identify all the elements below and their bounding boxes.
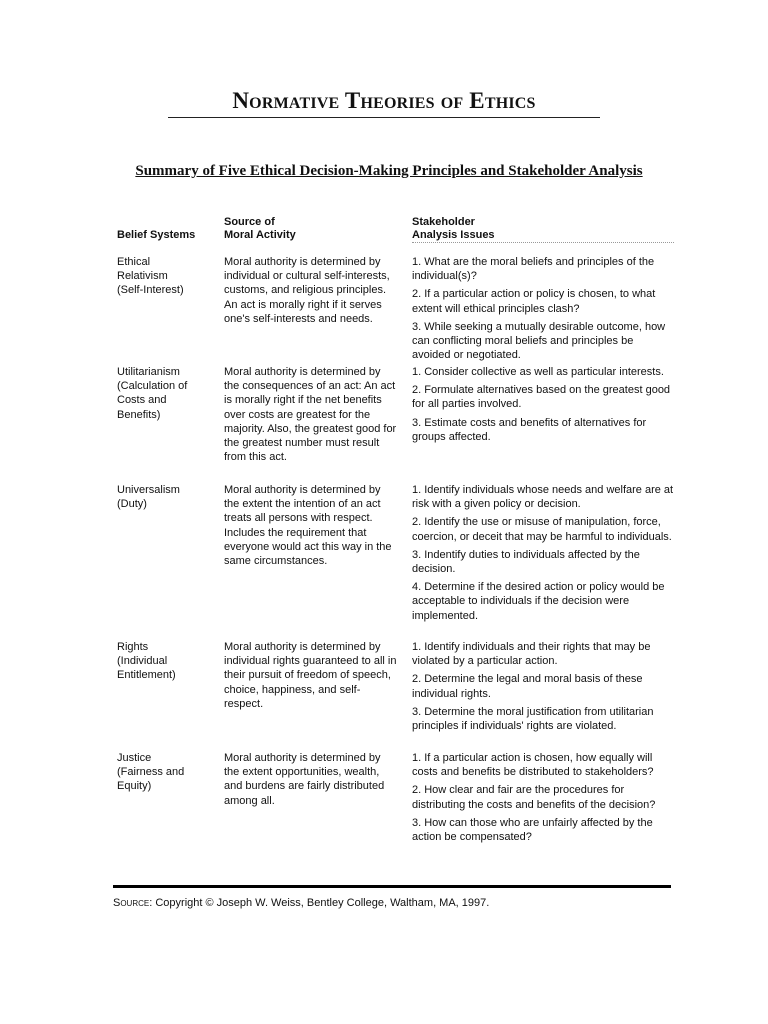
issue-item: 1. What are the moral beliefs and principles of the individual(s)? bbox=[412, 256, 655, 283]
source-utilitarianism: Moral authority is determined by the consequences of an act: An act is morally right if the net benefits over costs are greatest for the majority. Also, the greatest good for the greatest number must result from this act. bbox=[224, 366, 397, 464]
source-justice: Moral authority is determined by the extent opportunities, wealth, and burdens are fairly distributed among all. bbox=[224, 752, 385, 807]
header-belief-systems: Belief Systems bbox=[117, 229, 196, 241]
issue-item: 3. How can those who are unfairly affected by the action be compensated? bbox=[412, 816, 653, 844]
issue-item: 3. While seeking a mutually desirable outcome, how can conflicting moral beliefs and principles be avoided or negotiated. bbox=[412, 320, 666, 362]
source-label: Source bbox=[113, 897, 150, 909]
header-stakeholder bbox=[412, 216, 495, 242]
issues-universalism bbox=[412, 483, 674, 627]
issue-item: 1. Consider collective as well as particular interests. bbox=[412, 366, 664, 378]
issue-item: 1. If a particular action is chosen, how equally will costs and benefits be distributed to stakeholders? bbox=[412, 752, 654, 779]
header-divider bbox=[412, 242, 674, 244]
issue-item: 2. Formulate alternatives based on the greatest good for all parties involved. bbox=[412, 384, 671, 411]
title-underline bbox=[168, 117, 600, 118]
issue-item: 2. Identify the use or misuse of manipulation, force, coercion, or deceit that may be harmful to individuals. bbox=[412, 516, 672, 543]
belief-rights: Rights (Individual Entitlement) bbox=[117, 641, 176, 682]
header-stakeholder-line2: Analysis Issues bbox=[412, 229, 495, 241]
issues-ethical-relativism bbox=[412, 255, 674, 366]
header-source-line1: Source of bbox=[224, 216, 275, 228]
issue-item: 2. If a particular action or policy is chosen, to what extent will ethical principles clash? bbox=[412, 288, 656, 315]
issue-item: 2. How clear and fair are the procedures for distributing the costs and benefits of the decision? bbox=[412, 784, 656, 811]
issues-utilitarianism bbox=[412, 365, 674, 448]
issue-item: 3. Determine the moral justification from utilitarian principles if individuals' rights are violated. bbox=[412, 705, 654, 733]
source-rights: Moral authority is determined by individual rights guaranteed to all in their pursuit of freedom of speech, choice, happiness, and self-respect. bbox=[224, 641, 397, 710]
belief-ethical-relativism: Ethical Relativism (Self-Interest) bbox=[117, 256, 184, 297]
header-source bbox=[224, 216, 296, 242]
table-caption: Summary of Five Ethical Decision-Making Principles and Stakeholder Analysis bbox=[135, 163, 643, 179]
source-universalism: Moral authority is determined by the extent the intention of an act treats all persons with respect. Includes the requirement that everyone would act this way in the same circumstances. bbox=[224, 484, 392, 568]
table-bottom-rule bbox=[113, 885, 671, 888]
issue-item: 2. Determine the legal and moral basis of these individual rights. bbox=[412, 673, 643, 700]
issue-item: 3. Indentify duties to individuals affected by the decision. bbox=[412, 548, 640, 576]
header-stakeholder-line1: Stakeholder bbox=[412, 216, 475, 228]
document-title: Normative Theories of Ethics bbox=[232, 88, 536, 113]
issues-rights bbox=[412, 640, 674, 737]
source-ethical-relativism: Moral authority is determined by individual or cultural self-interests, customs, and religious principles. An act is morally right if it serves one's self-interests and needs. bbox=[224, 256, 390, 325]
belief-justice: Justice (Fairness and Equity) bbox=[117, 752, 185, 793]
header-source-line2: Moral Activity bbox=[224, 229, 296, 241]
source-text: : Copyright © Joseph W. Weiss, Bentley College, Waltham, MA, 1997. bbox=[149, 897, 490, 909]
issue-item: 3. Estimate costs and benefits of alternatives for groups affected. bbox=[412, 416, 647, 443]
issue-item: 1. Identify individuals and their rights that may be violated by a particular action. bbox=[412, 641, 651, 668]
issue-item: 1. Identify individuals whose needs and welfare are at risk with a given policy or decision. bbox=[412, 484, 674, 511]
belief-universalism: Universalism (Duty) bbox=[117, 484, 180, 511]
issues-justice bbox=[412, 751, 674, 848]
source-note bbox=[113, 897, 489, 909]
belief-utilitarianism: Utilitarianism (Calculation of Costs and Benefits) bbox=[117, 366, 188, 421]
issue-item: 4. Determine if the desired action or policy would be acceptable to individuals if the decision were implemented. bbox=[412, 581, 665, 622]
